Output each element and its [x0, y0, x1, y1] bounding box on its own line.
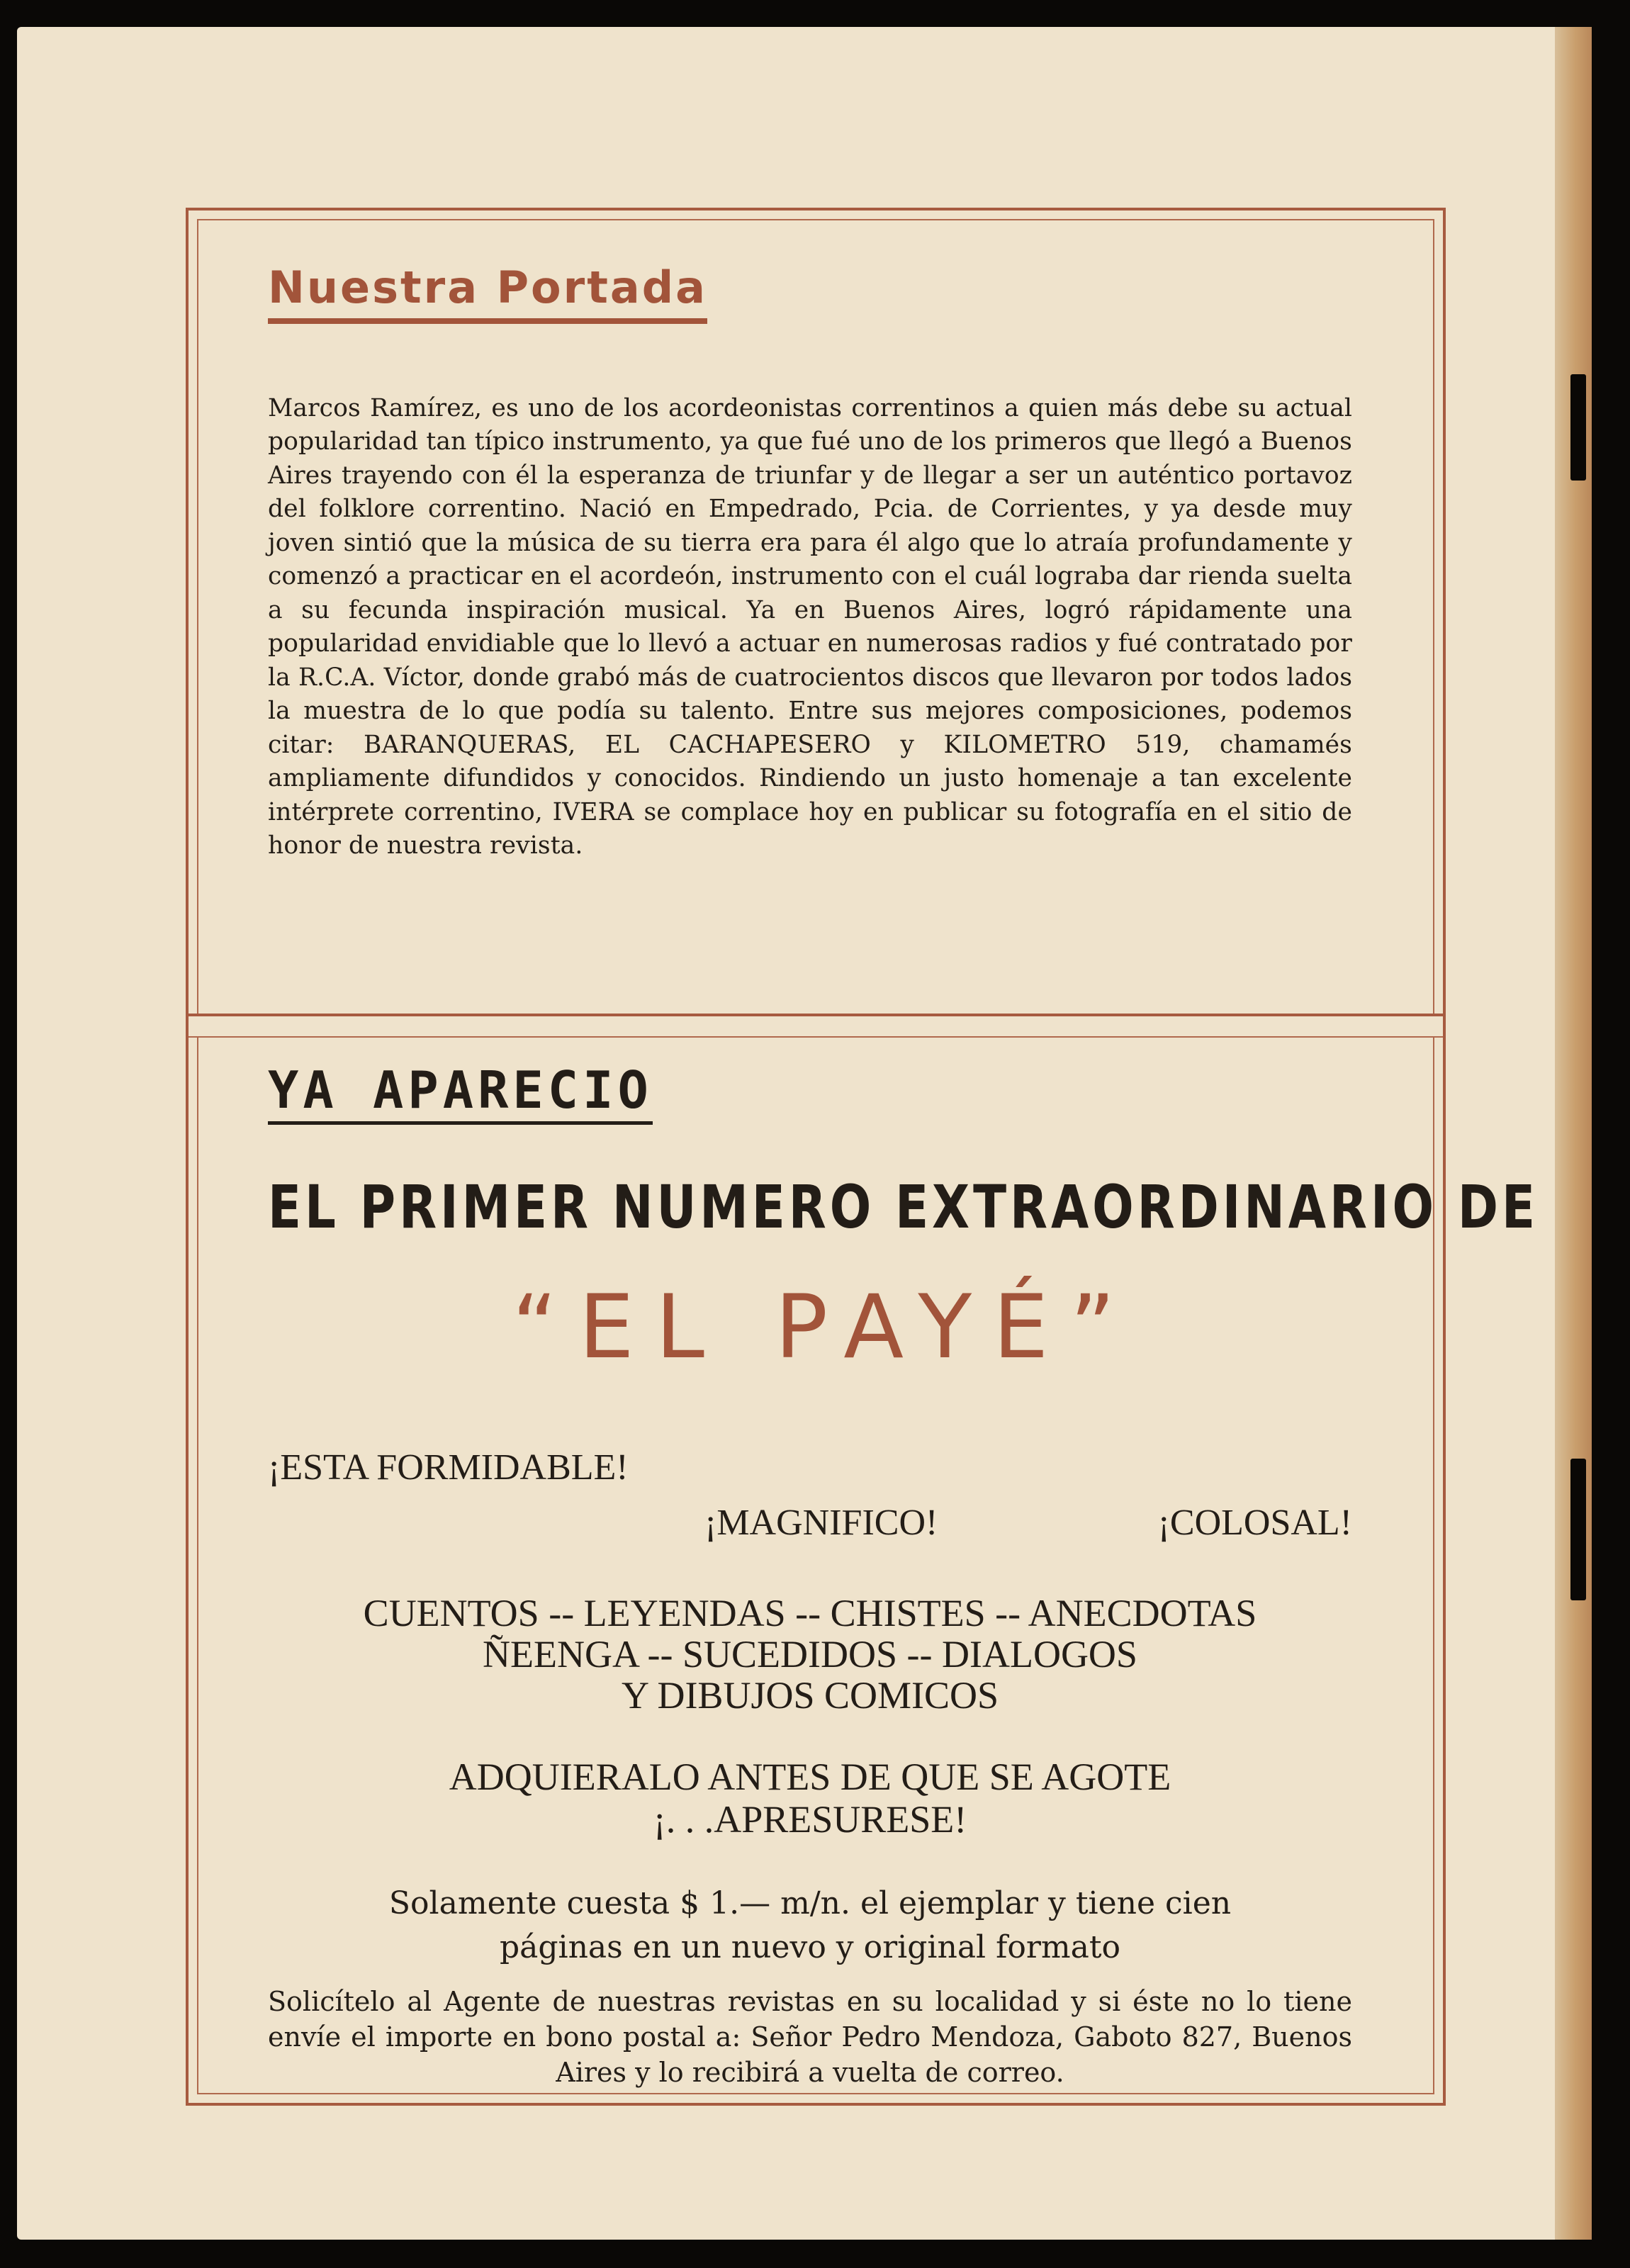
advertisement-section: [268, 1060, 1539, 2117]
cta-line: ADQUIERALO ANTES DE QUE SE AGOTE: [449, 1755, 1171, 1798]
price-info: [268, 1882, 1352, 1970]
cta-line: ¡. . .APRESURESE!: [653, 1797, 967, 1841]
portada-section: [268, 260, 1352, 863]
price-line: páginas en un nuevo y original formato: [499, 1929, 1121, 1965]
exclaim-magnifico: ¡MAGNIFICO!: [704, 1502, 938, 1543]
contents-line: CUENTOS -- LEYENDAS -- CHISTES -- ANECDOTAS: [363, 1591, 1257, 1634]
ad-heading: YA APARECIO: [268, 1061, 653, 1125]
portada-title: Nuestra Portada: [268, 260, 707, 324]
page-spine-edge: [1555, 27, 1592, 2240]
price-line: Solamente cuesta $ 1.— m/n. el ejemplar y tiene cien: [388, 1885, 1232, 1921]
contents-line: Y DIBUJOS COMICOS: [621, 1673, 999, 1717]
contents-line: ÑEENGA -- SUCEDIDOS -- DIALOGOS: [483, 1632, 1137, 1675]
article-frame: [186, 208, 1539, 2106]
ad-headline: EL PRIMER NUMERO EXTRAORDINARIO DE: [268, 1172, 1539, 1242]
exclaim-colosal: ¡COLOSAL!: [1157, 1502, 1352, 1543]
binding-tab: [1570, 1459, 1586, 1600]
order-instructions: Solicítelo al Agente de nuestras revistas en su localidad y si éste no lo tiene envíe el importe en bono postal a: Señor Pedro Mendoza, Gaboto 827, Buenos Aires y lo recibirá a vuelta de correo.: [268, 1985, 1352, 2088]
contents-list: [268, 1593, 1352, 1716]
section-divider: [189, 1014, 1443, 1038]
exclaim-row: [268, 1502, 1352, 1543]
exclaim-formidable: ¡ESTA FORMIDABLE!: [268, 1447, 629, 1488]
binding-tab: [1570, 374, 1586, 481]
magazine-page: [17, 27, 1592, 2240]
magazine-name: “EL PAYÉ”: [512, 1276, 1137, 1379]
call-to-action: [268, 1756, 1352, 1841]
portada-body: Marcos Ramírez, es uno de los acordeonistas correntinos a quien más debe su actual popularidad tan típico instrumento, ya que fué uno de los primeros que llegó a Buenos Aires trayendo con él la esperanza de triunfar y de llegar a ser un auténtico portavoz del folklore correntino. Nació en Empedrado, Pcia. de Corrientes, y ya desde muy joven sintió que la música de su tierra era para él algo que lo atraía profundamente y comenzó a practicar en el acordeón, instrumento con el cuál lograba dar rienda suelta a su fecunda inspiración musical. Ya en Buenos Aires, logró rápidamente una popularidad envidiable que lo llevó a actuar en numerosas radios y fué contratado por la R.C.A. Víctor, donde grabó más de cuatrocientos discos que llevaron por todos lados la muestra de lo que podía su talento. Entre sus mejores composiciones, podemos citar: BARANQUERAS, EL CACHAPESERO y KILOMETRO 519, chamamés ampliamente difundidos y conocidos. Rindiendo un justo homenaje a tan excelente intérprete correntino, IVERA se complace hoy en publicar su fotografía en el sitio de honor de nuestra revista.: [268, 393, 1352, 860]
